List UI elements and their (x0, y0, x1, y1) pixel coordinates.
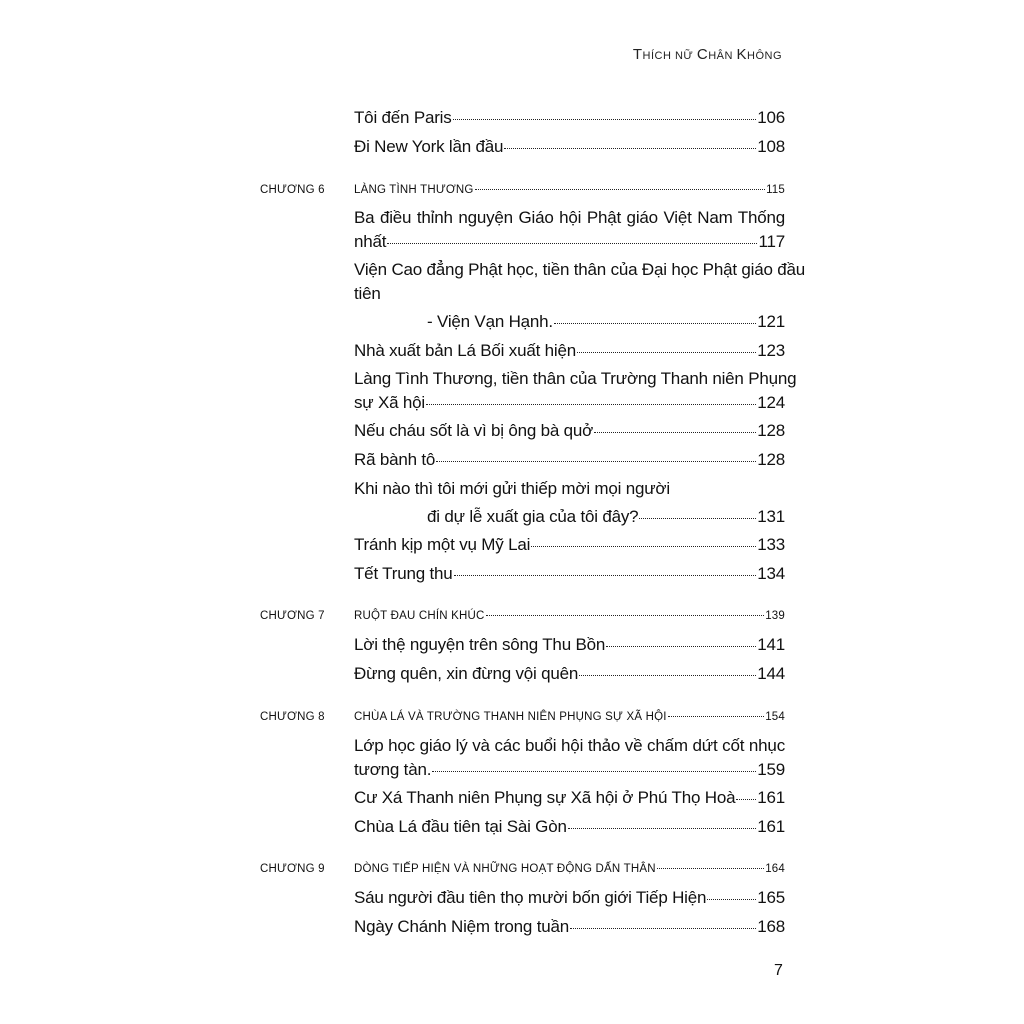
dot-leader (436, 460, 756, 462)
toc-entry-page: 106 (757, 108, 785, 127)
chapter-label: CHƯƠNG 8 (260, 711, 325, 723)
dot-leader (554, 322, 756, 324)
dot-leader (453, 118, 757, 120)
header-cap-2: C (696, 46, 709, 63)
toc-entry-title: Rã bành tô (354, 450, 436, 469)
dot-leader (736, 798, 756, 800)
toc-entry (354, 421, 785, 441)
toc-entry-line: Lớp học giáo lý và các buổi hội thảo về chấm dứt cốt nhục (354, 736, 785, 755)
toc-entry (354, 888, 785, 908)
toc-entry-title: sự Xã hội (354, 393, 426, 412)
toc-entry (354, 917, 785, 937)
chapter-label: CHƯƠNG 6 (260, 184, 325, 196)
dot-leader (668, 715, 765, 717)
dot-leader (657, 867, 764, 869)
toc-entry-page: 161 (757, 817, 785, 836)
toc-entry (354, 450, 785, 470)
chapter-label: CHƯƠNG 9 (260, 863, 325, 875)
toc-entry-page: 108 (757, 137, 785, 156)
toc-entry (354, 108, 785, 128)
toc-entry-title: Đừng quên, xin đừng vội quên (354, 664, 579, 683)
toc-entry (427, 312, 785, 332)
toc-entry-page: 128 (757, 421, 785, 440)
chapter-title: DÒNG TIẾP HIỆN VÀ NHỮNG HOẠT ĐỘNG DẤN THÂN (354, 863, 656, 875)
toc-entry (354, 232, 785, 252)
chapter-heading (354, 863, 785, 875)
toc-entry (354, 664, 785, 684)
toc-entry-page: 123 (757, 341, 785, 360)
header-cap-3: K (736, 46, 747, 63)
chapter-page: 164 (765, 863, 785, 875)
toc-entry-page: 117 (758, 232, 785, 251)
toc-entry-page: 133 (757, 535, 785, 554)
chapter-page: 139 (765, 610, 785, 622)
toc-entry (354, 635, 785, 655)
toc-entry (354, 341, 785, 361)
dot-leader (639, 517, 756, 519)
toc-entry (354, 535, 785, 555)
dot-leader (475, 188, 765, 190)
dot-leader (504, 147, 756, 149)
header-small-3: HÔNG (747, 50, 782, 62)
toc-entry-page: 168 (757, 917, 785, 936)
dot-leader (426, 403, 756, 405)
dot-leader (568, 827, 757, 829)
toc-entry (354, 564, 785, 584)
toc-entry (427, 507, 785, 527)
dot-leader (486, 614, 765, 616)
dot-leader (570, 927, 756, 929)
toc-entry-page: 161 (757, 788, 785, 807)
chapter-title: RUỘT ĐAU CHÍN KHÚC (354, 610, 485, 622)
toc-entry-title: Lời thệ nguyện trên sông Thu Bồn (354, 635, 606, 654)
toc-entry-page: 121 (757, 312, 785, 331)
toc-entry-title: - Viện Vạn Hạnh. (427, 312, 553, 331)
toc-entry-title: Sáu người đầu tiên thọ mười bốn giới Tiếp Hiện (354, 888, 707, 907)
toc-entry-title: Nếu cháu sốt là vì bị ông bà quở (354, 421, 594, 440)
chapter-title: LÀNG TÌNH THƯƠNG (354, 184, 474, 196)
toc-entry-page: 141 (757, 635, 785, 654)
toc-entry-title: Nhà xuất bản Lá Bối xuất hiện (354, 341, 576, 360)
chapter-page: 154 (765, 711, 785, 723)
dot-leader (579, 674, 756, 676)
toc-entry-line: Ba điều thỉnh nguyện Giáo hội Phật giáo Việt Nam Thống (354, 208, 785, 227)
toc-entry-title: Tết Trung thu (354, 564, 453, 583)
toc-entry-title: Cư Xá Thanh niên Phụng sự Xã hội ở Phú Thọ Hoà (354, 788, 736, 807)
toc-entry (354, 788, 785, 808)
toc-entry-page: 131 (757, 507, 785, 526)
toc-entry (354, 817, 785, 837)
toc-entry-title: Ngày Chánh Niệm trong tuần (354, 917, 569, 936)
chapter-heading (354, 711, 785, 723)
dot-leader (432, 770, 756, 772)
toc-entry-line: Khi nào thì tôi mới gửi thiếp mời mọi người (354, 479, 670, 498)
header-cap-1: T (632, 46, 643, 63)
dot-leader (606, 645, 756, 647)
page-number: 7 (774, 962, 783, 979)
header-small-2: HÂN (708, 50, 737, 62)
toc-entry-title: tương tàn. (354, 760, 432, 779)
toc-entry-title: nhất (354, 232, 387, 251)
header-small-1: HÍCH NỮ (642, 50, 697, 62)
toc-entry-line: tiên (354, 284, 381, 303)
toc-entry-title: đi dự lễ xuất gia của tôi đây? (427, 507, 639, 526)
toc-entry-title: Đi New York lần đầu (354, 137, 504, 156)
dot-leader (387, 242, 757, 244)
toc-entry-page: 128 (757, 450, 785, 469)
toc-entry-page: 124 (757, 393, 785, 412)
toc-entry (354, 760, 785, 780)
running-header-author (633, 46, 782, 63)
chapter-page: 115 (766, 184, 785, 196)
toc-entry-line: Viện Cao đẳng Phật học, tiền thân của Đại học Phật giáo đầu (354, 260, 806, 279)
toc-entry-title: Chùa Lá đầu tiên tại Sài Gòn (354, 817, 567, 836)
dot-leader (594, 431, 756, 433)
dot-leader (707, 898, 756, 900)
chapter-title: CHÙA LÁ VÀ TRƯỜNG THANH NIÊN PHỤNG SỰ XÃ HỘI (354, 711, 667, 723)
toc-entry (354, 137, 785, 157)
chapter-heading (354, 184, 785, 196)
toc-entry-line: Làng Tình Thương, tiền thân của Trường Thanh niên Phụng (354, 369, 797, 388)
toc-entry-title: Tôi đến Paris (354, 108, 452, 127)
toc-entry-page: 144 (757, 664, 785, 683)
toc-entry-page: 134 (757, 564, 785, 583)
dot-leader (577, 351, 756, 353)
chapter-heading (354, 610, 785, 622)
toc-entry-page: 159 (757, 760, 785, 779)
toc-entry-page: 165 (757, 888, 785, 907)
dot-leader (454, 574, 757, 576)
dot-leader (531, 545, 756, 547)
toc-entry-title: Tránh kịp một vụ Mỹ Lai (354, 535, 531, 554)
chapter-label: CHƯƠNG 7 (260, 610, 325, 622)
toc-entry (354, 393, 785, 413)
